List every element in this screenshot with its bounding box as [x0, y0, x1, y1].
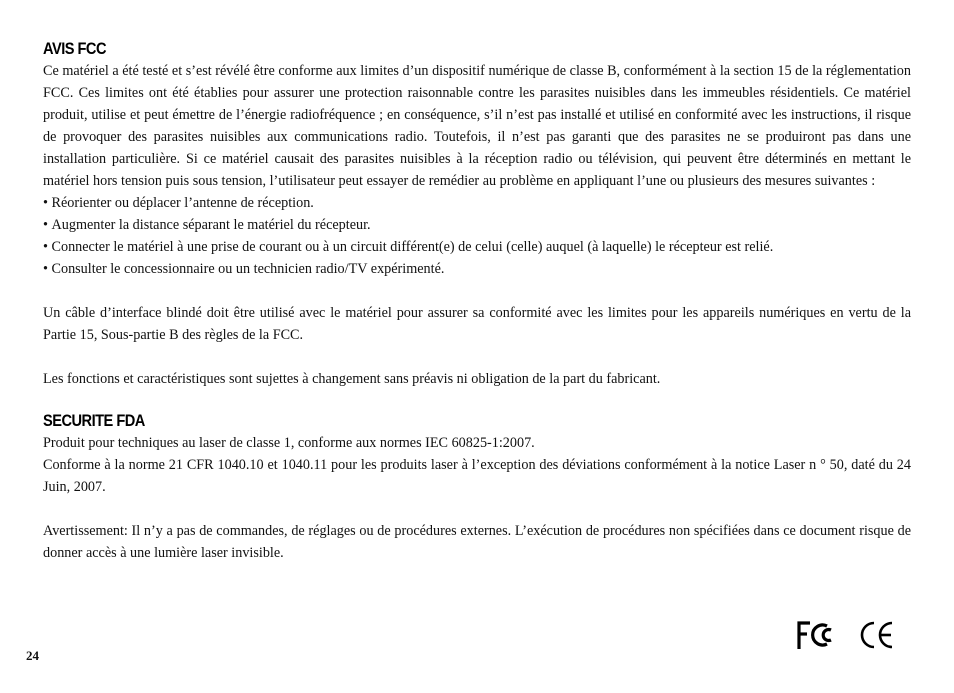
spacer — [43, 280, 911, 302]
fda-line-1: Produit pour techniques au laser de classe 1, conforme aux normes IEC 60825-1:2007. — [43, 435, 535, 451]
spacer — [43, 346, 911, 368]
fcc-cable-paragraph: Un câble d’interface blindé doit être utilisé avec le matériel pour assurer sa conformité avec les limites pour les appareils numériques en vertu de la Partie 15, Sous-partie B des règles de la FCC. — [43, 305, 911, 343]
fcc-changes-paragraph: Les fonctions et caractéristiques sont sujettes à changement sans préavis ni obligation de la part du fabricant. — [43, 371, 661, 387]
fcc-title: AVIS FCC — [43, 39, 107, 58]
spacer — [43, 498, 911, 520]
page-number: 24 — [26, 648, 39, 663]
list-item: • Augmenter la distance séparant le matériel du récepteur. — [43, 214, 911, 236]
spacer — [43, 390, 911, 410]
list-item: • Connecter le matériel à une prise de courant ou à un circuit différent(e) de celui (celle) auquel (à laquelle) le récepteur est relié. — [43, 236, 911, 258]
list-item: • Réorienter ou déplacer l’antenne de réception. — [43, 192, 911, 214]
fda-warning: Avertissement: Il n’y a pas de commandes, de réglages ou de procédures externes. L’exécution de procédures non spécifiées dans ce document risque de donner accès à une lumière laser invisible. — [43, 523, 911, 561]
fda-title: SECURITE FDA — [43, 411, 145, 430]
certification-logos — [796, 618, 896, 652]
fcc-measures-list — [43, 192, 911, 280]
fcc-logo-icon — [796, 618, 836, 652]
list-item: • Consulter le concessionnaire ou un technicien radio/TV expérimenté. — [43, 258, 911, 280]
fcc-intro: Ce matériel a été testé et s’est révélé être conforme aux limites d’un dispositif numérique de classe B, conformément à la section 15 de la réglementation FCC. Ces limites ont été établies pour assurer une protection raisonnable contre les parasites nuisibles dans les immeubles résidentiels. Ce matériel produit, utilise et peut émettre de l’énergie radiofréquence ; en conséquence, s’il n’est pas installé et utilisé en conformité avec les instructions, il risque de provoquer des parasites nuisibles aux communications radio. Toutefois, il n’est pas garanti que des parasites ne se produiront pas dans une installation particulière. Si ce matériel causait des parasites nuisibles à la réception radio ou télévision, qui peuvent être déterminés en mettant le matériel hors tension puis sous tension, l’utilisateur peut essayer de remédier au problème en appliquant l’une ou plusieurs des mesures suivantes : — [43, 63, 911, 189]
fda-line-2: Conforme à la norme 21 CFR 1040.10 et 1040.11 pour les produits laser à l’exception des déviations conformément à la notice Laser n ° 50, daté du 24 Juin, 2007. — [43, 457, 911, 495]
ce-mark-icon — [858, 620, 896, 650]
page-content — [43, 38, 911, 564]
